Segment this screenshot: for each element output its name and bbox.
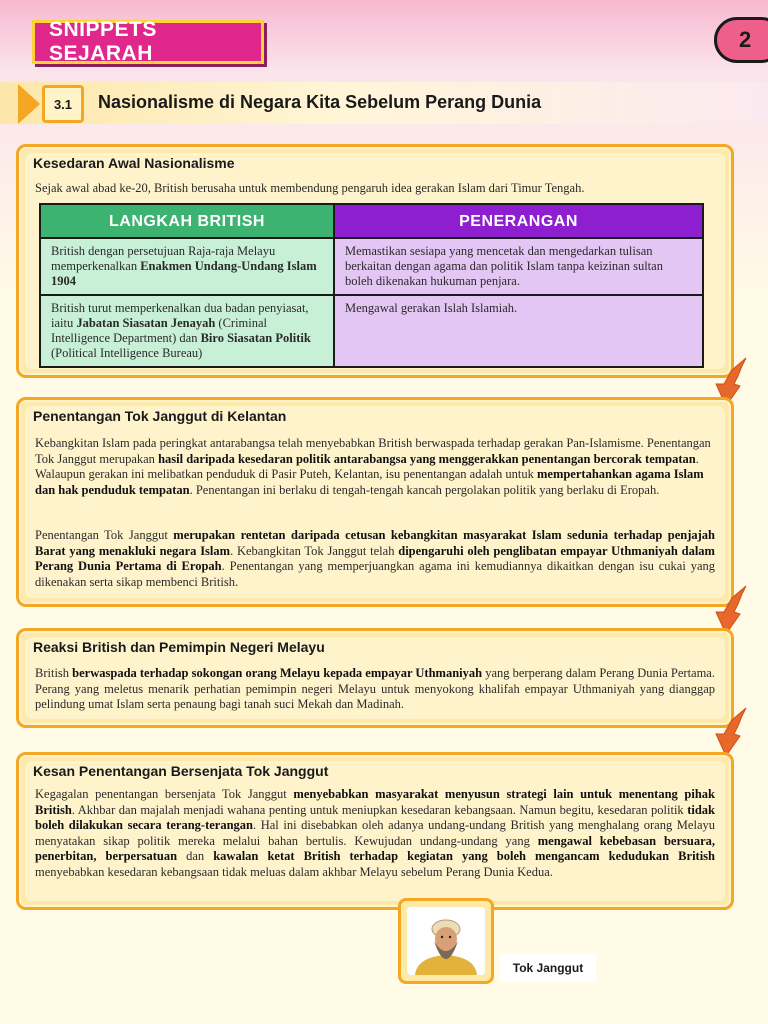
para-text: dan [177,849,214,863]
cell-text-bold: Enakmen Undang-Undang Islam 1904 [51,259,317,288]
topic-title: Nasionalisme di Negara Kita Sebelum Perang Dunia [98,92,542,112]
table-header-penerangan: PENERANGAN [334,204,703,238]
cell-text-bold: Jabatan Siasatan Jenayah [76,316,216,330]
para-text: Kebangkitan Islam pada peringkat antarabangsa telah menyebabkan British berwaspada terhadap gerakan Pan-Islamisme. Penentangan Tok Janggut merupakan [35,436,711,466]
cell-text: British dengan persetujuan Raja-raja Melayu memperkenalkan [51,244,276,273]
section-paragraph [35,787,715,880]
section-paragraph [35,436,715,498]
para-bold: mengawal kebebasan bersuara, penerbitan, berpersatuan [35,833,716,863]
para-bold: mempertahankan agama Islam dan hak penduduk tempatan [35,467,704,497]
para-text: menyebabkan kesedaran kebangsaan tidak meluas dalam akhbar Melayu sebelum Perang Dunia Kedua. [35,864,553,879]
topic-arrow-icon [18,84,40,124]
portrait-frame [407,907,485,975]
card-kesan-penentangan [16,752,734,910]
cell-text: (Criminal Intelligence Department) dan [51,316,268,345]
cell-text-bold: Biro Siasatan Politik [200,331,311,345]
section-paragraph [35,666,715,713]
section-title: Kesan Penentangan Bersenjata Tok Janggut [33,763,329,779]
para-text: British [35,666,73,680]
card-reaksi-british [16,628,734,728]
table-cell-langkah [40,295,334,367]
table-row [40,238,703,295]
page-number: 2 [714,17,768,63]
cell-text: British turut memperkenalkan dua badan penyiasat, iaitu [51,301,309,330]
section-title: Reaksi British dan Pemimpin Negeri Melayu [33,639,325,655]
tok-janggut-illustration-icon [407,907,485,975]
arrow-down-icon [712,706,752,758]
para-bold: berwaspada terhadap sokongan orang Melayu kepada empayar Uthmaniyah [72,666,483,680]
section-paragraph [35,528,715,590]
para-bold: dipengaruhi oleh penglibatan empayar Uthmaniyah dalam Perang Dunia Pertama di Eropah [35,543,715,573]
para-text: . Hal ini disebabkan oleh adanya undang-undang British yang menghalang orang Melayu menyatakan sikap politik mereka melalui bahan bertulis. Kewujudan undang-undang yang [35,818,715,848]
para-text: . Penentangan yang memperjuangkan agama ini kemudiannya dikaitkan dengan isu cukai yang dikenakan serta sikap membenci British. [35,559,715,589]
para-bold: merupakan rentetan daripada cetusan kebangkitan masyarakat Islam sedunia terhadap penjajah Barat yang menakluki negara Islam [35,528,715,558]
para-bold: hasil daripada kesedaran politik antarabangsa yang menggerakkan penentangan bercorak tempatan [158,451,696,466]
para-text: yang berperang dalam Perang Dunia Pertama. Perang yang meletus menarik perhatian pemimpin negeri Melayu untuk menyokong khalifah empayar Uthmaniyah yang dianggap pelindung umat Islam serta penaung bagi tanah suci Mekah dan Madinah. [35,666,715,711]
para-text: Kegagalan penentangan bersenjata Tok Janggut [35,787,294,801]
topic-number: 3.1 [42,85,84,123]
header-banner: SNIPPETS SEJARAH [32,20,264,64]
para-text: . Akhbar dan majalah menjadi wahana penting untuk meniupkan kesedaran kebangsaan. Namun begitu, kesedaran politik [71,802,688,817]
table-cell-langkah [40,238,334,295]
cell-text: (Political Intelligence Bureau) [51,346,203,360]
card-penentangan-tok-janggut [16,397,734,607]
langkah-table [39,203,704,368]
para-bold: tidak boleh dilakukan secara terang-terangan [35,802,715,832]
para-text: Penentangan Tok Janggut [35,528,174,542]
tok-janggut-portrait [398,898,494,984]
para-text: . Penentangan ini berlaku di tengah-tengah kancah pergolakan politik yang berlaku di Eropah. [189,482,660,497]
portrait-caption: Tok Janggut [500,954,596,982]
para-bold: menyebabkan masyarakat menyusun strategi lain untuk menentang pihak British [35,787,715,817]
card-kesedaran-awal [16,144,734,378]
table-row [40,295,703,367]
section-title: Kesedaran Awal Nasionalisme [33,155,235,171]
para-bold: kawalan ketat British terhadap kegiatan yang boleh mengancam kedudukan British [213,849,715,863]
table-cell-penerangan: Mengawal gerakan Islah Islamiah. [334,295,703,367]
section-title: Penentangan Tok Janggut di Kelantan [33,408,287,424]
table-cell-penerangan: Memastikan sesiapa yang mencetak dan mengedarkan tulisan berkaitan dengan agama dan politik Islam tanpa keizinan sultan boleh dikenakan hukuman penjara. [334,238,703,295]
section-intro: Sejak awal abad ke-20, British berusaha untuk membendung pengaruh idea gerakan Islam dari Timur Tengah. [35,181,585,195]
para-text: . Kebangkitan Tok Janggut telah [230,543,399,558]
table-header-langkah: LANGKAH BRITISH [40,204,334,238]
para-text: . Walaupun gerakan ini melibatkan penduduk di Pasir Puteh, Kelantan, isu penentangan adalah untuk [35,451,699,481]
